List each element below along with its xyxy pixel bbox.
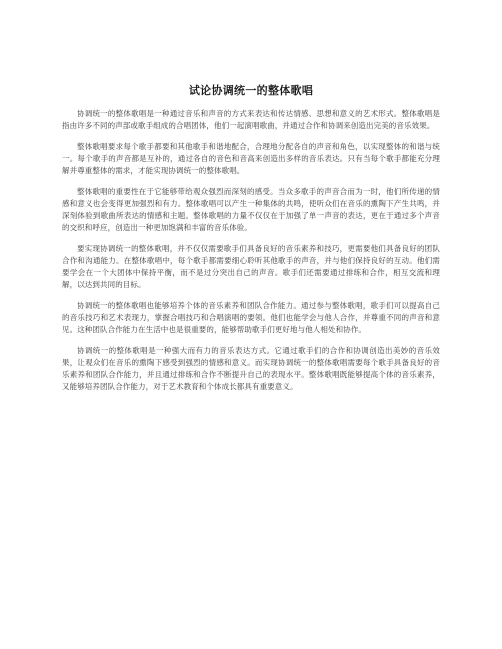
document-body [62, 108, 440, 402]
paragraph-2: 整体歌唱要求每个歌手都要和其他歌手和谐地配合，合理地分配各自的声音和角色，以实现整体的和谐与统一。每个歌手的声音都是互补的，通过各自的音色和音高来创造出多样的音乐表达。只有当每个歌手都能充分理解并尊重整体的需求，才能实现协调统一的整体歌唱。 [62, 142, 440, 175]
paragraph-3: 整体歌唱的重要性在于它能够带给观众强烈而深刻的感受。当众多歌手的声音合而为一时，他们所传递的情感和意义也会变得更加强烈和有力。整体歌唱可以产生一种集体的共鸣，使听众们在音乐的熏陶下产生共鸣，并深刻体验到歌曲所表达的情感和主题。整体歌唱的力量不仅仅在于加强了单一声音的表达，更在于通过多个声音的交织和呼应，创造出一种更加饱满和丰富的音乐体验。 [62, 187, 440, 232]
paragraph-1: 协调统一的整体歌唱是一种通过音乐和声音的方式来表达和传达情感、思想和意义的艺术形式。整体歌唱是指由许多不同的声部或歌手组成的合唱团体，他们一起演唱歌曲，并通过合作和协调来创造出完美的音乐效果。 [62, 109, 440, 130]
paragraph-5: 协调统一的整体歌唱也能够培养个体的音乐素养和团队合作能力。通过参与整体歌唱，歌手们可以提高自己的音乐技巧和艺术表现力，掌握合唱技巧和合唱演唱的要领。他们也能学会与他人合作，并尊重不同的声音和意见。这种团队合作能力在生活中也是很重要的，能够帮助歌手们更好地与他人相处和协作。 [62, 301, 440, 334]
paragraph-6: 协调统一的整体歌唱是一种强大而有力的音乐表达方式。它通过歌手们的合作和协调创造出美妙的音乐效果，让观众们在音乐的熏陶下感受到强烈的情感和意义。而实现协调统一的整体歌唱需要每个歌手具备良好的音乐素养和团队合作能力，并且通过排练和合作不断提升自己的表现水平。整体歌唱既能够提高个体的音乐素养，又能够培养团队合作能力，对于艺术教育和个体成长都具有重要意义。 [62, 346, 440, 391]
paragraph-4: 要实现协调统一的整体歌唱，并不仅仅需要歌手们具备良好的音乐素养和技巧，更需要他们具备良好的团队合作和沟通能力。在整体歌唱中，每个歌手都需要细心聆听其他歌手的声音，并与他们保持良好的互动。他们需要学会在一个大团体中保持平衡，而不是过分突出自己的声音。歌手们还需要通过排练和合作，相互交流和理解，以达到共同的目标。 [62, 244, 440, 289]
document-title: 试论协调统一的整体歌唱 [188, 84, 314, 97]
